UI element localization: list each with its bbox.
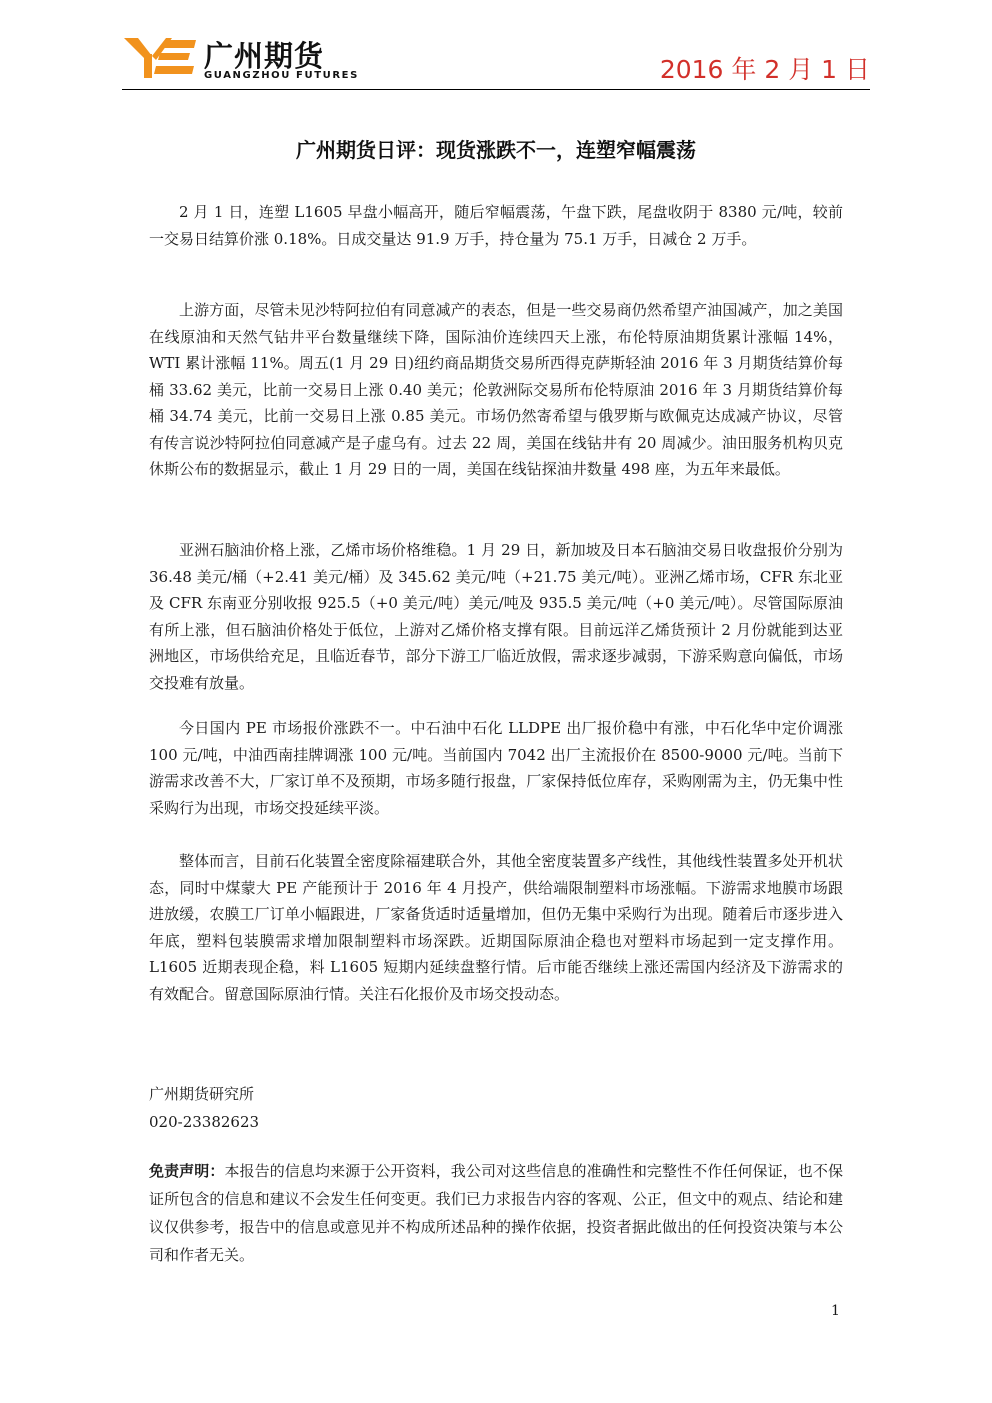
guangzhou-futures-logo-icon bbox=[122, 32, 198, 80]
report-date: 2016 年 2 月 1 日 bbox=[659, 55, 870, 84]
paragraph-market-summary: 2 月 1 日，连塑 L1605 早盘小幅高开，随后窄幅震荡，午盘下跌，尾盘收阴于 8380 元/吨，较前一交易日结算价涨 0.18%。日成交量达 91.9 万手，持仓量为 75.1 万手，日减仓 2 万手。 bbox=[149, 203, 843, 248]
signature-org: 广州期货研究所 bbox=[149, 1085, 255, 1103]
page-header bbox=[122, 28, 870, 92]
paragraph-domestic-pe: 今日国内 PE 市场报价涨跌不一。中石油中石化 LLDPE 出厂报价稳中有涨，中石化华中定价调涨 100 元/吨，中油西南挂牌调涨 100 元/吨。当前国内 7042 出厂主流报价在 8500-9000 元/吨。当前下游需求改善不大，厂家订单不及预期，市场多随行报盘，厂家保持低位库存，采购刚需为主，仍无集中性采购行为出现，市场交投延续平淡。 bbox=[149, 719, 844, 817]
paragraph-outlook: 整体而言，目前石化装置全密度除福建联合外，其他全密度装置多产线性，其他线性装置多处开机状态，同时中煤蒙大 PE 产能预计于 2016 年 4 月投产，供给端限制塑料市场涨幅。下游需求地膜市场跟进放缓，农膜工厂订单小幅跟进，厂家备货适时适量增加，但仍无集中采购行为出现。随着后市逐步进入年底，塑料包装膜需求增加限制塑料市场深跌。近期国际原油企稳也对塑料市场起到一定支撑作用。L1605 近期表现企稳，料 L1605 短期内延续盘整行情。后市能否继续上涨还需国内经济及下游需求的有效配合。留意国际原油行情。关注石化报价及市场交投动态。 bbox=[149, 852, 843, 1003]
signature-phone: 020-23382623 bbox=[149, 1113, 260, 1131]
disclaimer-label: 免责声明： bbox=[149, 1162, 225, 1180]
paragraph-naphtha-ethylene: 亚洲石脑油价格上涨，乙烯市场价格维稳。1 月 29 日，新加坡及日本石脑油交易日收盘报价分别为 36.48 美元/桶（+2.41 美元/桶）及 345.62 美元/吨（+21.75 美元/吨）。亚洲乙烯市场，CFR 东北亚及 CFR 东南亚分别收报 925.5（+0 美元/吨）美元/吨及 935.5 美元/吨（+0 美元/吨）。尽管国际原油有所上涨，但石脑油价格处于低位，上游对乙烯价格支撑有限。目前远洋乙烯货预计 2 月份就能到达亚洲地区，市场供给充足，且临近春节，部分下游工厂临近放假，需求逐步减弱，下游采购意向偏低，市场交投难有放量。 bbox=[149, 541, 843, 692]
logo-chinese-name: 广州期货 bbox=[204, 39, 325, 73]
logo-english-name: GUANGZHOU FUTURES bbox=[204, 70, 359, 81]
disclaimer bbox=[149, 1157, 843, 1269]
report-title: 广州期货日评：现货涨跌不一，连塑窄幅震荡 bbox=[296, 138, 696, 162]
disclaimer-text: 本报告的信息均来源于公开资料，我公司对这些信息的准确性和完整性不作任何保证，也不保证所包含的信息和建议不会发生任何变更。我们已力求报告内容的客观、公正，但文中的观点、结论和建议仅供参考，报告中的信息或意见并不构成所述品种的操作依据，投资者据此做出的任何投资决策与本公司和作者无关。 bbox=[149, 1162, 843, 1264]
header-divider bbox=[122, 89, 870, 90]
signature-block bbox=[149, 1080, 259, 1136]
paragraph-upstream: 上游方面，尽管未见沙特阿拉伯有同意减产的表态，但是一些交易商仍然希望产油国减产，加之美国在线原油和天然气钻井平台数量继续下降，国际油价连续四天上涨，布伦特原油期货累计涨幅 14%，WTI 累计涨幅 11%。周五(1 月 29 日)纽约商品期货交易所西得克萨斯轻油 2016 年 3 月期货结算价每桶 33.62 美元，比前一交易日上涨 0.40 美元；伦敦洲际交易所布伦特原油 2016 年 3 月期货结算价每桶 34.74 美元，比前一交易日上涨 0.85 美元。市场仍然寄希望与俄罗斯与欧佩克达成减产协议，尽管有传言说沙特阿拉伯同意减产是子虚乌有。过去 22 周，美国在线钻井有 20 周减少。油田服务机构贝克休斯公布的数据显示，截止 1 月 29 日的一周，美国在线钻探油井数量 498 座，为五年来最低。 bbox=[149, 301, 843, 478]
page-number: 1 bbox=[831, 1303, 840, 1319]
